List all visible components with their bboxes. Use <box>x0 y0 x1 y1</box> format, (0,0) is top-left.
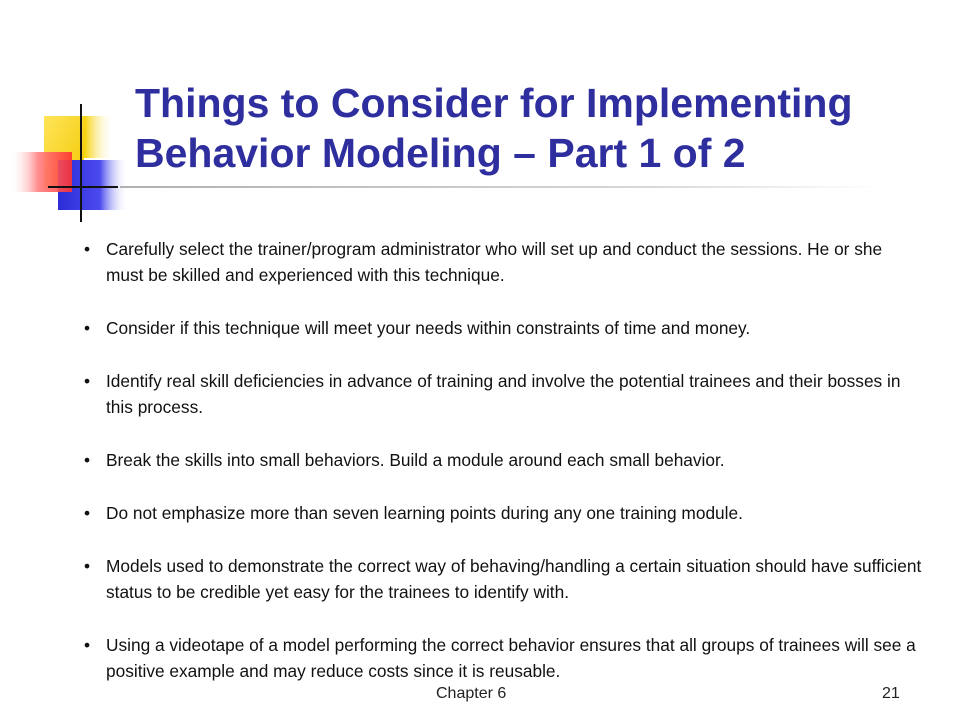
bullet-glyph: • <box>84 450 91 470</box>
bullet-glyph: • <box>84 635 91 655</box>
bullet-item <box>84 447 924 473</box>
decorative-squares-graphic <box>0 0 140 230</box>
bullet-item <box>84 368 924 420</box>
bullet-glyph: • <box>84 556 91 576</box>
title-divider <box>120 186 880 188</box>
bullet-text: Carefully select the trainer/program administrator who will set up and conduct the sessions. He or she must be skilled and experienced with this technique. <box>106 239 883 285</box>
bullet-item <box>84 315 924 341</box>
title-line-2: Behavior Modeling – Part 1 of 2 <box>135 130 746 176</box>
slide-number: 21 <box>882 685 900 702</box>
bullet-text: Do not emphasize more than seven learning points during any one training module. <box>106 503 743 523</box>
bullet-glyph: • <box>84 318 91 338</box>
bullet-text: Models used to demonstrate the correct way of behaving/handling a certain situation should have sufficient status to be credible yet easy for the trainees to identify with. <box>106 556 922 602</box>
bullet-item <box>84 500 924 526</box>
bullet-text: Break the skills into small behaviors. Build a module around each small behavior. <box>106 450 725 470</box>
bullet-glyph: • <box>84 239 91 259</box>
bullet-glyph: • <box>84 503 91 523</box>
bullet-glyph: • <box>84 371 91 391</box>
bullet-item <box>84 236 924 288</box>
bullet-list <box>84 236 924 711</box>
slide-title <box>135 78 945 178</box>
title-line-1: Things to Consider for Implementing <box>135 80 853 126</box>
bullet-text: Identify real skill deficiencies in advance of training and involve the potential trainees and their bosses in this process. <box>106 371 901 417</box>
bullet-item <box>84 632 924 684</box>
bullet-item <box>84 553 924 605</box>
bullet-text: Using a videotape of a model performing the correct behavior ensures that all groups of trainees will see a positive example and may reduce costs since it is reusable. <box>106 635 916 681</box>
bullet-text: Consider if this technique will meet your needs within constraints of time and money. <box>106 318 751 338</box>
footer-chapter-label: Chapter 6 <box>436 685 507 702</box>
